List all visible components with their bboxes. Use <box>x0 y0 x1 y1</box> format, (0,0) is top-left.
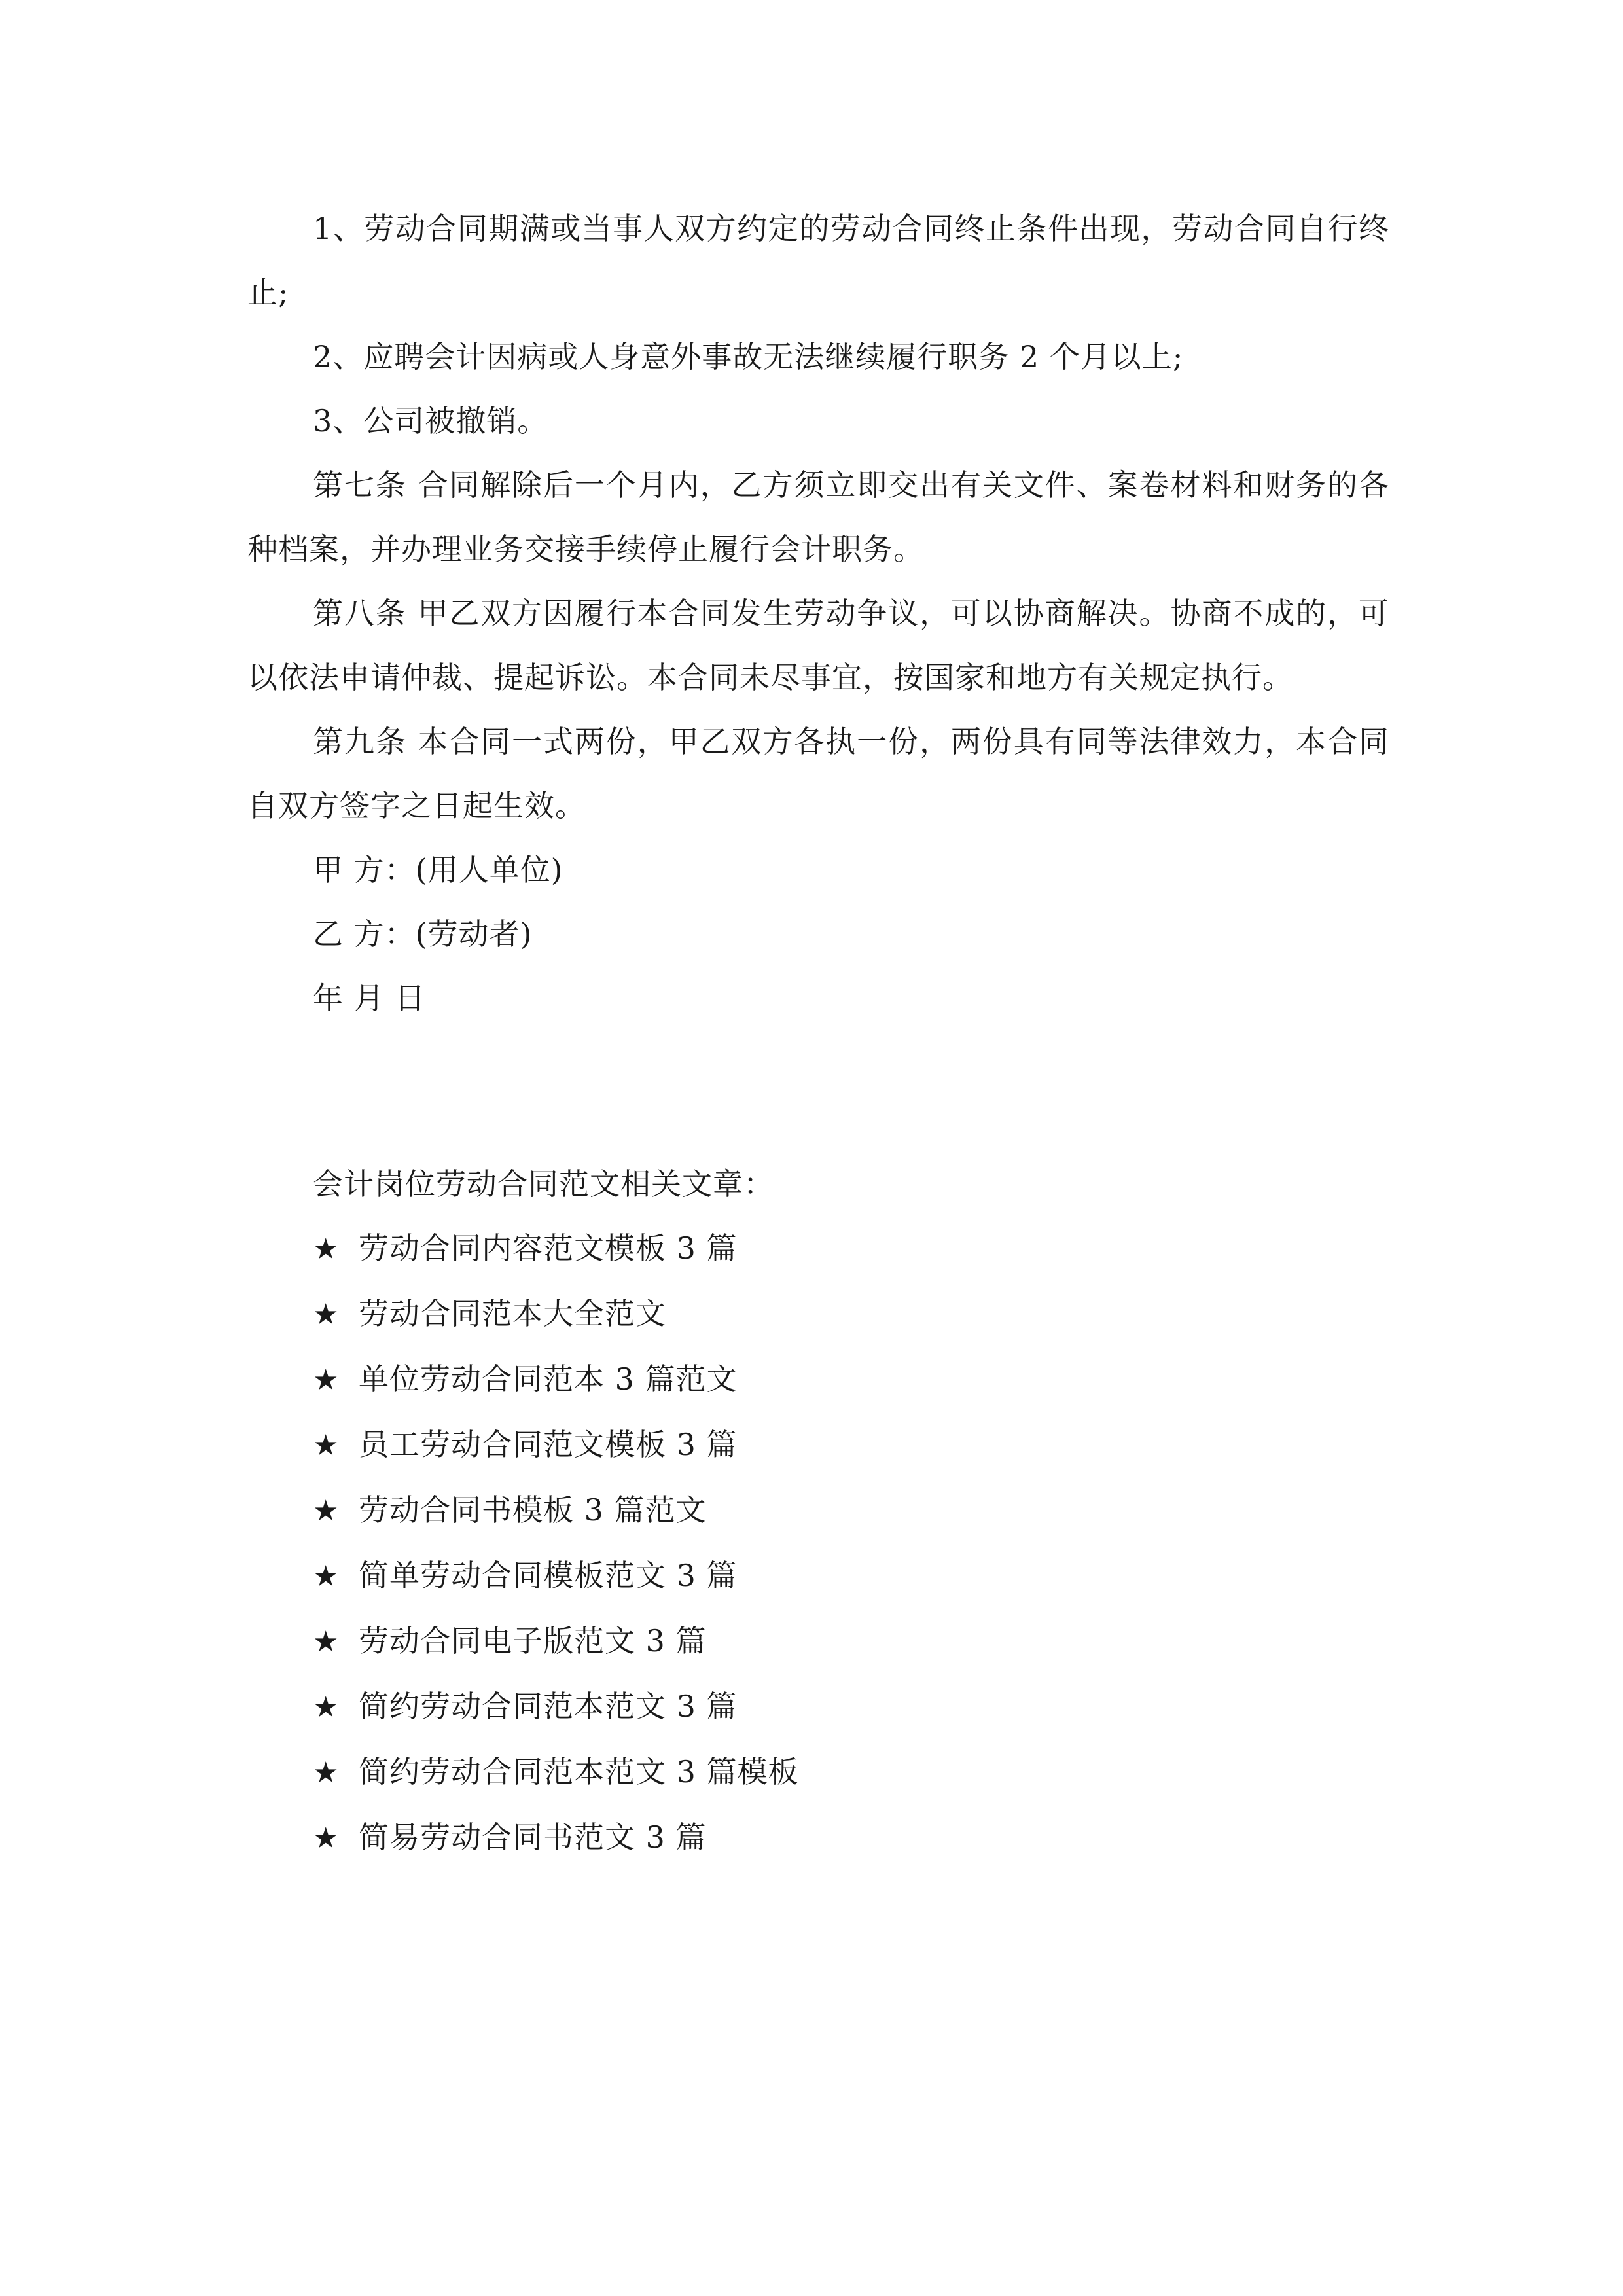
related-article-link[interactable]: 简单劳动合同模板范文 3 篇 <box>359 1558 738 1593</box>
related-articles-list <box>313 1216 1360 1871</box>
related-article-link[interactable]: 劳动合同范本大全范文 <box>359 1296 666 1331</box>
related-article-item[interactable] <box>313 1805 1360 1871</box>
related-article-item[interactable] <box>313 1347 1360 1412</box>
clause-termination-1: 1、劳动合同期满或当事人双方约定的劳动合同终止条件出现，劳动合同自行终止; <box>247 211 1389 310</box>
star-icon: ★ <box>313 1560 340 1593</box>
related-article-item[interactable] <box>313 1543 1360 1609</box>
related-article-link[interactable]: 简约劳动合同范本范文 3 篇 <box>359 1689 738 1724</box>
star-icon: ★ <box>313 1363 340 1397</box>
star-icon: ★ <box>313 1691 340 1724</box>
party-a-signature: 甲 方：(用人单位) <box>313 852 563 888</box>
party-b-signature: 乙 方：(劳动者) <box>313 916 533 952</box>
star-icon: ★ <box>313 1625 340 1659</box>
star-icon: ★ <box>313 1756 340 1789</box>
related-article-link[interactable]: 劳动合同书模板 3 篇范文 <box>359 1492 707 1528</box>
related-article-item[interactable] <box>313 1478 1360 1543</box>
related-article-link[interactable]: 劳动合同内容范文模板 3 篇 <box>359 1230 738 1266</box>
related-articles-title: 会计岗位劳动合同范文相关文章： <box>313 1166 774 1202</box>
related-article-item[interactable] <box>313 1216 1360 1282</box>
related-article-item[interactable] <box>313 1740 1360 1805</box>
star-icon: ★ <box>313 1298 340 1331</box>
related-article-link[interactable]: 劳动合同电子版范文 3 篇 <box>359 1623 707 1659</box>
star-icon: ★ <box>313 1232 340 1266</box>
article-seven: 第七条 合同解除后一个月内，乙方须立即交出有关文件、案卷材料和财务的各种档案，并办理业务交接手续停止履行会计职务。 <box>247 467 1389 567</box>
star-icon: ★ <box>313 1494 340 1528</box>
article-nine: 第九条 本合同一式两份，甲乙双方各执一份，两份具有同等法律效力，本合同自双方签字之日起生效。 <box>247 724 1389 823</box>
related-article-item[interactable] <box>313 1609 1360 1674</box>
star-icon: ★ <box>313 1821 340 1855</box>
related-article-link[interactable]: 单位劳动合同范本 3 篇范文 <box>359 1361 738 1397</box>
related-article-item[interactable] <box>313 1282 1360 1347</box>
star-icon: ★ <box>313 1429 340 1462</box>
signature-date: 年 月 日 <box>313 980 426 1016</box>
related-articles <box>313 1152 1360 1871</box>
clause-termination-3: 3、公司被撤销。 <box>313 403 548 439</box>
clause-termination-2: 2、应聘会计因病或人身意外事故无法继续履行职务 2 个月以上; <box>313 339 1184 374</box>
related-article-link[interactable]: 简约劳动合同范本范文 3 篇模板 <box>359 1754 799 1789</box>
related-article-item[interactable] <box>313 1674 1360 1740</box>
contract-body <box>247 196 1389 1030</box>
related-article-link[interactable]: 员工劳动合同范文模板 3 篇 <box>359 1427 738 1462</box>
related-article-link[interactable]: 简易劳动合同书范文 3 篇 <box>359 1820 707 1855</box>
related-article-item[interactable] <box>313 1412 1360 1478</box>
article-eight: 第八条 甲乙双方因履行本合同发生劳动争议，可以协商解决。协商不成的，可以依法申请仲裁、提起诉讼。本合同未尽事宜，按国家和地方有关规定执行。 <box>247 596 1389 695</box>
